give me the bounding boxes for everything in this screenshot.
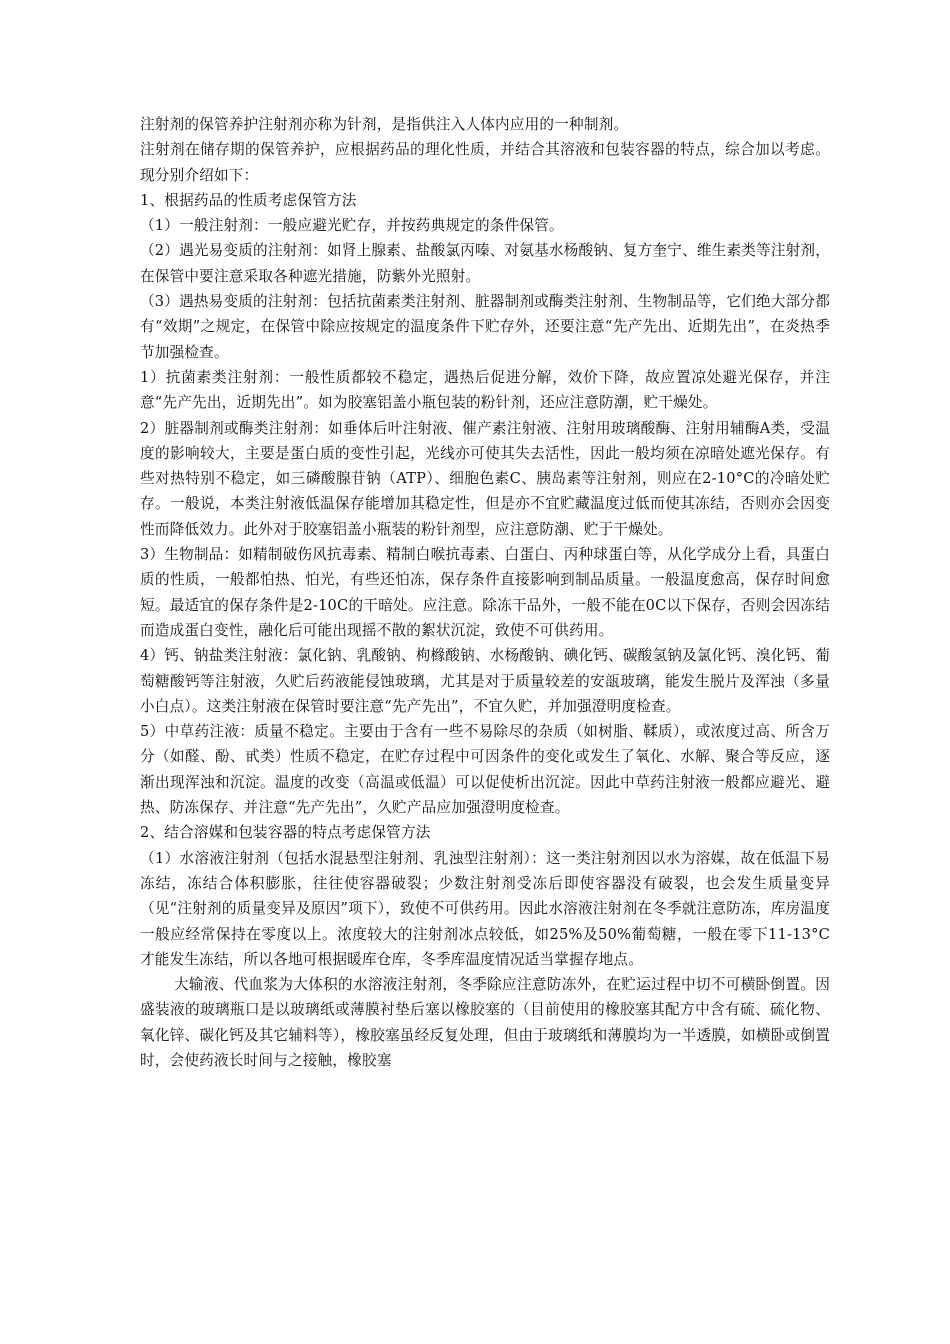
document-body bbox=[140, 112, 830, 1073]
paragraph-antibiotics: 1）抗菌素类注射剂：一般性质都较不稳定，遇热后促进分解，效价下降，故应置凉处避光保存，并注意“先产先出，近期先出”。如为胶塞铝盖小瓶包装的粉针剂，还应注意防潮，贮干燥处。 bbox=[140, 368, 830, 412]
paragraph-large-infusion: 大输液、代血浆为大体积的水溶液注射剂，冬季除应注意防冻外，在贮运过程中切不可横卧倒置。因盛装液的玻璃瓶口是以玻璃纸或薄膜衬垫后塞以橡胶塞的（目前使用的橡胶塞其配方中含有硫、硫化物、氧化锌、碳化钙及其它辅料等），橡胶塞虽经反复处理，但由于玻璃纸和薄膜均为一半透膜，如横卧或倒置时，会使药液长时间与之接触，橡胶塞 bbox=[140, 976, 830, 1069]
paragraph-aqueous-solution: （1）水溶液注射剂（包括水混悬型注射剂、乳浊型注射剂）：这一类注射剂因以水为溶媒，故在低温下易冻结，冻结合体积膨胀，往往使容器破裂；少数注射剂受冻后即使容器没有破裂，也会发生质量变异（见“注射剂的质量变异及原因”项下），致使不可供药用。因此水溶液注射剂在冬季就注意防冻，库房温度一般应经常保持在零度以上。浓度较大的注射剂冰点较低，如25%及50%葡萄糖，一般在零下11-13°C才能发生冻结，所以各地可根据暖库仓库，冬季库温度情况适当掌握存地点。 bbox=[140, 849, 830, 968]
paragraph-intro: 注射剂在储存期的保管养护，应根据药品的理化性质，并结合其溶液和包装容器的特点，综合加以考虑。现分别介绍如下： bbox=[140, 141, 830, 184]
paragraph-herbal: 5）中草药注液：质量不稳定。主要由于含有一些不易除尽的杂质（如树脂、鞣质），或浓度过高、所含万分（如醛、酚、甙类）性质不稳定，在贮存过程中可因条件的变化或发生了氧化、水解、聚合等反应，逐渐出现浑浊和沉淀。温度的改变（高温或低温）可以促使析出沉淀。因此中草药注射液一般都应避光、避热、防冻保存、并注意“先产先出”，久贮产品应加强澄明度检查。 bbox=[140, 723, 830, 817]
paragraph-title-line: 注射剂的保管养护注射剂亦称为针剂，是指供注入人体内应用的一种制剂。 bbox=[140, 116, 629, 133]
paragraph-heat-sensitive: （3）遇热易变质的注射剂：包括抗菌素类注射剂、脏器制剂或酶类注射剂、生物制品等，它们绝大部分都有“效期”之规定，在保管中除应按规定的温度条件下贮存外，还要注意“先产先出、近期先出”，在炎热季节加强检查。 bbox=[140, 293, 831, 361]
paragraph-biologics: 3）生物制品：如精制破伤风抗毒素、精制白喉抗毒素、白蛋白、丙种球蛋白等，从化学成分上看，具蛋白质的性质，一般都怕热、怕光，有些还怕冻，保存条件直接影响到制品质量。一般温度愈高，保存时间愈短。最适宜的保存条件是2-10C的干暗处。应注意。除冻干品外，一般不能在0C以下保存，否则会因冻结而造成蛋白变性，融化后可能出现摇不散的絮状沉淀，致使不可供药用。 bbox=[140, 546, 831, 639]
paragraph-light-sensitive: （2）遇光易变质的注射剂：如肾上腺素、盐酸氯丙嗪、对氨基水杨酸钠、复方奎宁、维生素类等注射剂，在保管中要注意采取各种遮光措施，防紫外光照射。 bbox=[140, 242, 831, 285]
section-heading-2: 2、结合溶媒和包装容器的特点考虑保管方法 bbox=[140, 824, 431, 842]
paragraph-general-injection: （1）一般注射剂：一般应避光贮存，并按药典规定的条件保管。 bbox=[140, 217, 564, 235]
paragraph-organ-enzyme: 2）脏器制剂或酶类注射剂：如垂体后叶注射液、催产素注射液、注射用玻璃酸酶、注射用辅酶A类，受温度的影响较大，主要是蛋白质的变性引起，光线亦可使其失去活性，因此一般均须在凉暗处遮光保存。有些对热特别不稳定，如三磷酸腺苷钠（ATP）、细胞色素C、胰岛素等注射剂，则应在2-10°C的冷暗处贮存。一般说，本类注射液低温保存能增加其稳定性，但是亦不宜贮藏温度过低而使其冻结，否则亦会因变性而降低效力。此外对于胶塞铝盖小瓶装的粉针剂型，应注意防潮、贮于干燥处。 bbox=[140, 419, 830, 538]
section-heading-1: 1、根据药品的性质考虑保管方法 bbox=[140, 191, 357, 209]
paragraph-calcium-sodium: 4）钙、钠盐类注射液：氯化钠、乳酸钠、枸橼酸钠、水杨酸钠、碘化钙、碳酸氢钠及氯化钙、溴化钙、葡萄糖酸钙等注射液，久贮后药液能侵蚀玻璃，尤其是对于质量较差的安瓿玻璃，能发生脱片及浑浊（多量小白点）。这类注射液在保管时要注意“先产先出”，不宜久贮，并加强澄明度检查。 bbox=[140, 647, 831, 715]
